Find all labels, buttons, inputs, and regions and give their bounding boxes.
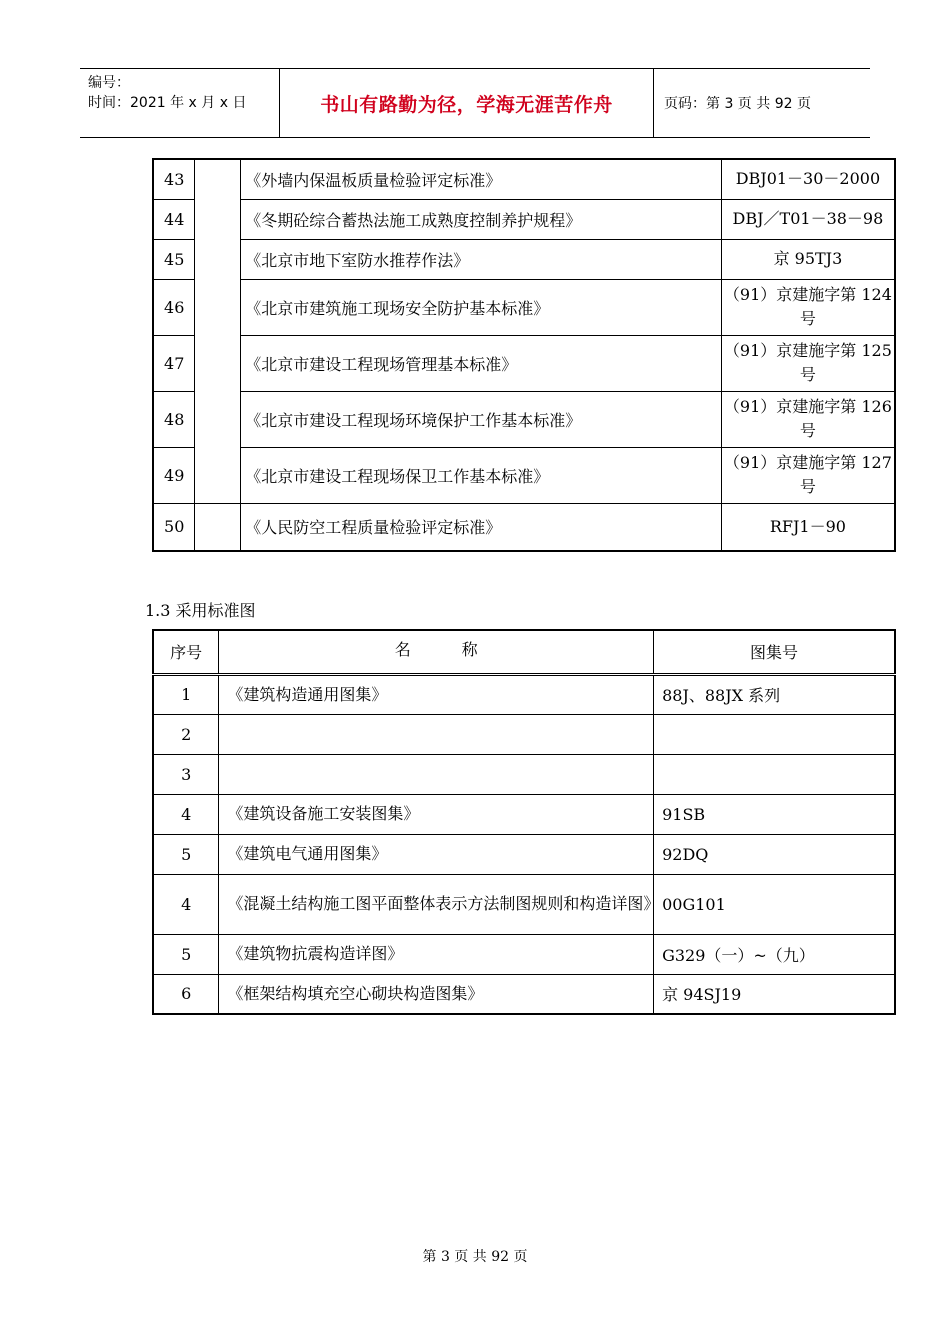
table-row — [153, 834, 895, 874]
row-name — [219, 714, 654, 754]
row-name: 《人民防空工程质量检验评定标准》 — [241, 503, 722, 551]
row-number: 48 — [153, 391, 195, 447]
row-code — [654, 754, 895, 794]
row-number: 44 — [153, 199, 195, 239]
section-title: 1.3 采用标准图 — [145, 601, 256, 620]
row-number: 3 — [153, 754, 219, 794]
page-header — [80, 68, 870, 138]
table-row — [153, 794, 895, 834]
serial-label: 编号： — [88, 75, 130, 91]
row-number: 46 — [153, 279, 195, 335]
table-row — [153, 239, 895, 279]
row-code: DBJ／T01－38－98 — [721, 199, 895, 239]
row-code: 88J、88JX 系列 — [654, 674, 895, 714]
row-name: 《北京市建设工程现场保卫工作基本标准》 — [241, 447, 722, 503]
row-name: 《外墙内保温板质量检验评定标准》 — [241, 159, 722, 199]
header-motto: 书山有路勤为径，学海无涯苦作舟 — [280, 69, 654, 137]
row-name: 《混凝土结构施工图平面整体表示方法制图规则和构造详图》 — [219, 874, 654, 934]
table-row — [153, 335, 895, 391]
row-name — [219, 754, 654, 794]
row-name: 《建筑构造通用图集》 — [219, 674, 654, 714]
row-name: 《框架结构填充空心砌块构造图集》 — [219, 974, 654, 1014]
table-row — [153, 503, 895, 551]
row-name: 《建筑电气通用图集》 — [219, 834, 654, 874]
table-row — [153, 934, 895, 974]
row-name: 《北京市建设工程现场环境保护工作基本标准》 — [241, 391, 722, 447]
row-code: 92DQ — [654, 834, 895, 874]
header-page-info: 页码：第 3 页 共 92 页 — [664, 96, 811, 112]
table-row — [153, 714, 895, 754]
blank-cell — [195, 503, 241, 551]
row-name: 《建筑物抗震构造详图》 — [219, 934, 654, 974]
row-number: 4 — [153, 794, 219, 834]
table-row — [153, 447, 895, 503]
row-code: RFJ1－90 — [721, 503, 895, 551]
table-row — [153, 674, 895, 714]
row-number: 45 — [153, 239, 195, 279]
row-name: 《北京市建设工程现场管理基本标准》 — [241, 335, 722, 391]
table-header-row — [153, 630, 895, 674]
row-code: 京 94SJ19 — [654, 974, 895, 1014]
row-code: （91）京建施字第 125 号 — [721, 335, 895, 391]
row-code: （91）京建施字第 126 号 — [721, 391, 895, 447]
drawings-table — [152, 629, 896, 1015]
table-row — [153, 974, 895, 1014]
header-name: 名 称 — [219, 630, 654, 674]
row-number: 4 — [153, 874, 219, 934]
row-number: 50 — [153, 503, 195, 551]
row-number: 5 — [153, 834, 219, 874]
row-code: 京 95TJ3 — [721, 239, 895, 279]
row-code: DBJ01－30－2000 — [721, 159, 895, 199]
row-number: 43 — [153, 159, 195, 199]
row-number: 1 — [153, 674, 219, 714]
row-code: （91）京建施字第 127 号 — [721, 447, 895, 503]
row-code: G329（一）~（九） — [654, 934, 895, 974]
row-number: 2 — [153, 714, 219, 754]
row-number: 49 — [153, 447, 195, 503]
row-code — [654, 714, 895, 754]
row-name: 《北京市建筑施工现场安全防护基本标准》 — [241, 279, 722, 335]
table-row — [153, 159, 895, 199]
blank-cell — [195, 159, 241, 503]
row-number: 5 — [153, 934, 219, 974]
table-row — [153, 391, 895, 447]
header-code: 图集号 — [654, 630, 895, 674]
standards-table — [152, 158, 896, 552]
date-label: 时间：2021 年 x 月 x 日 — [88, 95, 247, 111]
row-number: 47 — [153, 335, 195, 391]
row-name: 《冬期砼综合蓄热法施工成熟度控制养护规程》 — [241, 199, 722, 239]
header-number: 序号 — [153, 630, 219, 674]
table-row — [153, 279, 895, 335]
table-row — [153, 199, 895, 239]
table-row — [153, 874, 895, 934]
page-footer: 第 3 页 共 92 页 — [422, 1249, 528, 1265]
header-meta — [80, 69, 280, 137]
row-code: 00G101 — [654, 874, 895, 934]
table-row — [153, 754, 895, 794]
row-number: 6 — [153, 974, 219, 1014]
row-code: 91SB — [654, 794, 895, 834]
row-name: 《北京市地下室防水推荐作法》 — [241, 239, 722, 279]
row-code: （91）京建施字第 124 号 — [721, 279, 895, 335]
row-name: 《建筑设备施工安装图集》 — [219, 794, 654, 834]
